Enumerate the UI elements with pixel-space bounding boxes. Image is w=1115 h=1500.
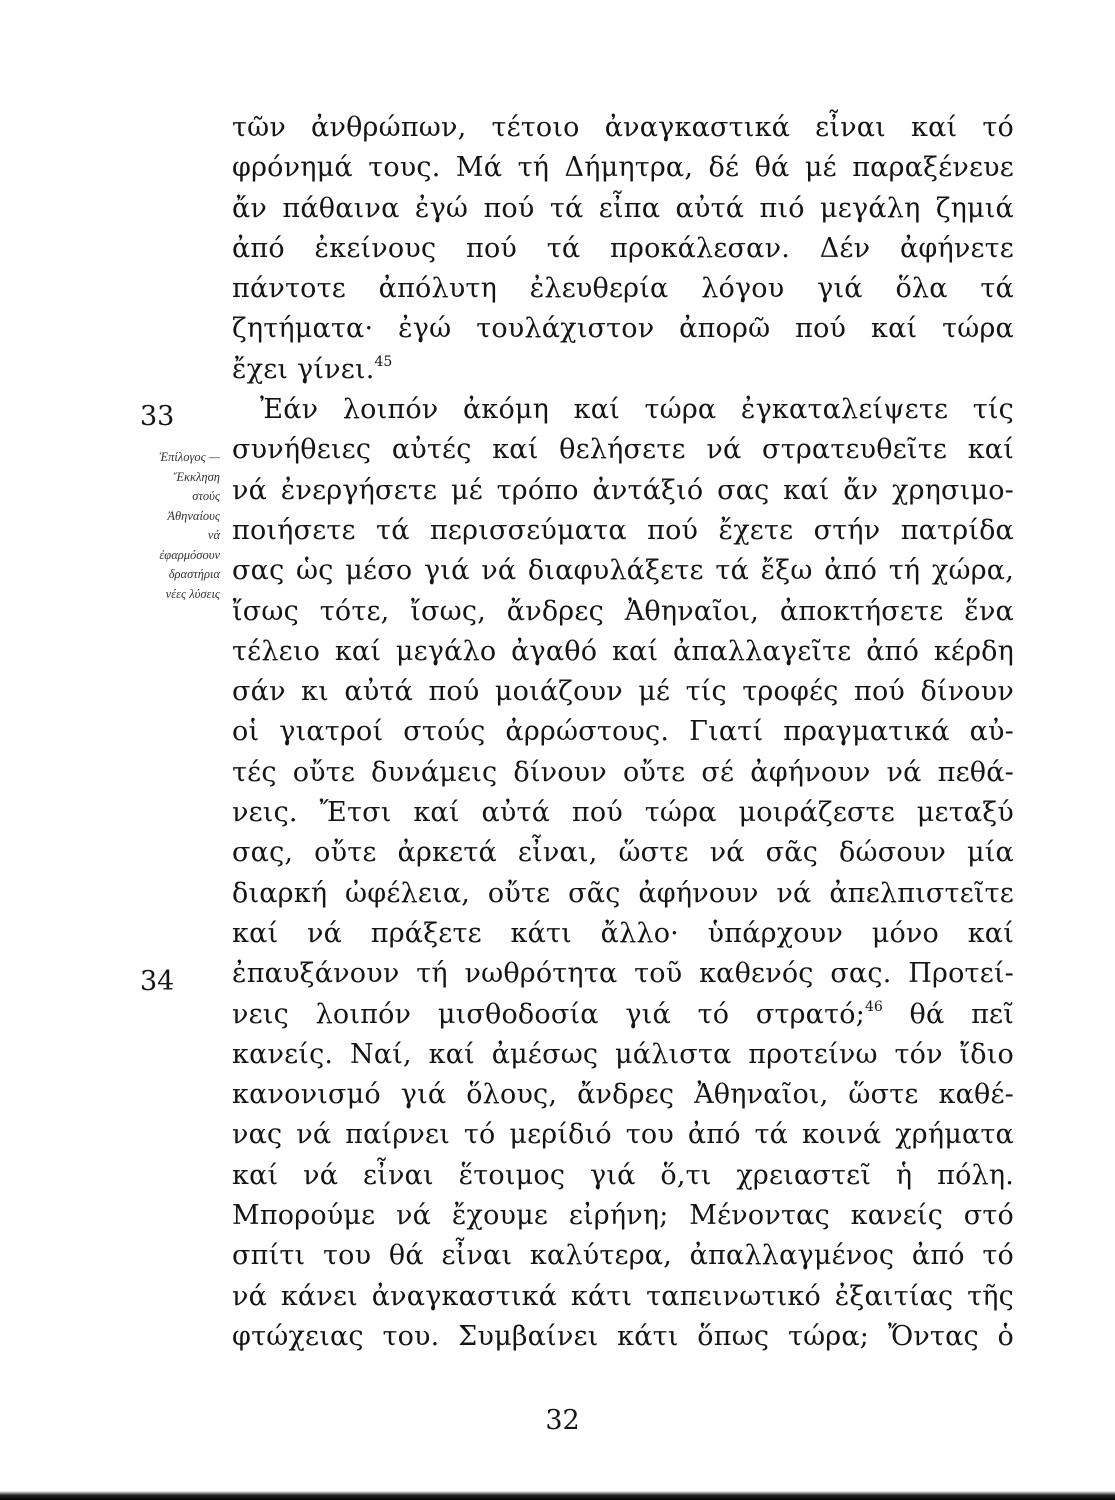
text-line: κανονισμό γιά ὅλους, ἄνδρες Ἀθηναῖοι, ὥστε καθέ- [232, 1079, 1014, 1111]
text-line [232, 995, 1014, 1035]
margin-note-line: Ἔκκληση [173, 469, 220, 484]
text-line: Μπορούμε νά ἔχουμε εἰρήνη; Μένοντας κανείς στό [232, 1200, 1014, 1232]
text-line: τές οὔτε δυνάμεις δίνουν οὔτε σέ ἀφήνουν νά πεθά- [232, 756, 1014, 788]
margin-note-line: νέες λύσεις [165, 586, 220, 601]
text-line: ἀπό ἐκείνους πού τά προκάλεσαν. Δέν ἀφήνετε [232, 232, 1014, 264]
text-line: συνήθειες αὐτές καί θελήσετε νά στρατευθεῖτε καί [232, 434, 1014, 466]
margin-note [112, 448, 220, 604]
text-line: ἄν πάθαινα ἐγώ πού τά εἶπα αὐτά πιό μεγάλη ζημιά [232, 192, 1014, 224]
margin-note-line: δραστήρια [168, 567, 220, 581]
text-line-content: νεις λοιπόν μισθοδοσία γιά τό στρατό; [232, 998, 866, 1030]
text-line: ἐπαυξάνουν τή νωθρότητα τοῦ καθενός σας. Προτεί- [232, 958, 1014, 990]
text-line: σας, οὔτε ἀρκετά εἶναι, ὥστε νά σᾶς δώσουν μία [232, 837, 1014, 869]
page-number: 32 [545, 1405, 580, 1436]
footnote-ref-46: 46 [865, 998, 883, 1015]
text-line: σάν κι αὐτά πού μοιάζουν μέ τίς τροφές πού δίνουν [232, 676, 1014, 708]
text-line-content: θά πεῖ [882, 998, 1014, 1030]
text-line: Ἐάν λοιπόν ἀκόμη καί τώρα ἐγκαταλείψετε τίς [260, 394, 1014, 426]
body-text [232, 108, 1014, 1357]
text-line: σας ὡς μέσο γιά νά διαφυλάξετε τά ἔξω ἀπό τή χώρα, [232, 555, 1014, 587]
page-bottom-edge [0, 1491, 1115, 1500]
text-line: ζητήματα· ἐγώ τουλάχιστον ἀπορῶ πού καί τώρα [232, 313, 1014, 345]
text-line: νας νά παίρνει τό μερίδιό του ἀπό τά κοινά χρήματα [232, 1119, 1014, 1151]
footnote-ref-45: 45 [374, 353, 393, 370]
text-line: καί νά πράξετε κάτι ἄλλο· ὑπάρχουν μόνο καί [232, 917, 1014, 949]
text-line [232, 350, 1014, 390]
text-line: ἴσως τότε, ἴσως, ἄνδρες Ἀθηναῖοι, ἀποκτήσετε ἕνα [232, 595, 1014, 627]
margin-note-line: στούς [192, 489, 220, 503]
text-line: νεις. Ἔτσι καί αὐτά πού τώρα μοιράζεστε μεταξύ [232, 797, 1014, 829]
margin-note-line: Ἐπίλογος — [159, 450, 220, 464]
text-line: σπίτι του θά εἶναι καλύτερα, ἀπαλλαγμένος ἀπό τό [232, 1240, 1014, 1272]
margin-note-line: νά [207, 528, 220, 542]
text-line: πάντοτε ἀπόλυτη ἐλευθερία λόγου γιά ὅλα τά [232, 273, 1014, 305]
text-line: φτώχειας του. Συμβαίνει κάτι ὅπως τώρα; Ὄντας ὁ [232, 1320, 1014, 1352]
section-number-33: 33 [140, 401, 175, 432]
text-line: καί νά εἶναι ἕτοιμος γιά ὅ,τι χρειαστεῖ ἡ πόλη. [232, 1159, 1014, 1191]
text-line: οἱ γιατροί στούς ἀρρώστους. Γιατί πραγματικά αὐ- [232, 716, 1014, 748]
margin-note-line: Ἀθηναίους [167, 508, 220, 523]
text-line: νά κάνει ἀναγκαστικά κάτι ταπεινωτικό ἐξαιτίας τῆς [232, 1280, 1014, 1312]
text-line: διαρκή ὠφέλεια, οὔτε σᾶς ἀφήνουν νά ἀπελπιστεῖτε [232, 877, 1014, 909]
text-line: τῶν ἀνθρώπων, τέτοιο ἀναγκαστικά εἶναι καί τό [232, 112, 1014, 143]
margin-note-line: ἐφαρμόσουν [159, 547, 220, 562]
section-number-34: 34 [140, 966, 175, 997]
text-line: ποιήσετε τά περισσεύματα πού ἔχετε στήν πατρίδα [232, 514, 1014, 546]
text-line: τέλειο καί μεγάλο ἀγαθό καί ἀπαλλαγεῖτε ἀπό κέρδη [232, 635, 1014, 667]
text-line-content: ἔχει γίνει. [232, 353, 375, 385]
text-line: κανείς. Ναί, καί ἀμέσως μάλιστα προτείνω τόν ἴδιο [232, 1038, 1014, 1070]
text-line: νά ἐνεργήσετε μέ τρόπο ἀντάξιό σας καί ἄν χρησιμο- [232, 474, 1014, 506]
text-line: φρόνημά τους. Μά τή Δήμητρα, δέ θά μέ παραξένευε [232, 152, 1014, 184]
